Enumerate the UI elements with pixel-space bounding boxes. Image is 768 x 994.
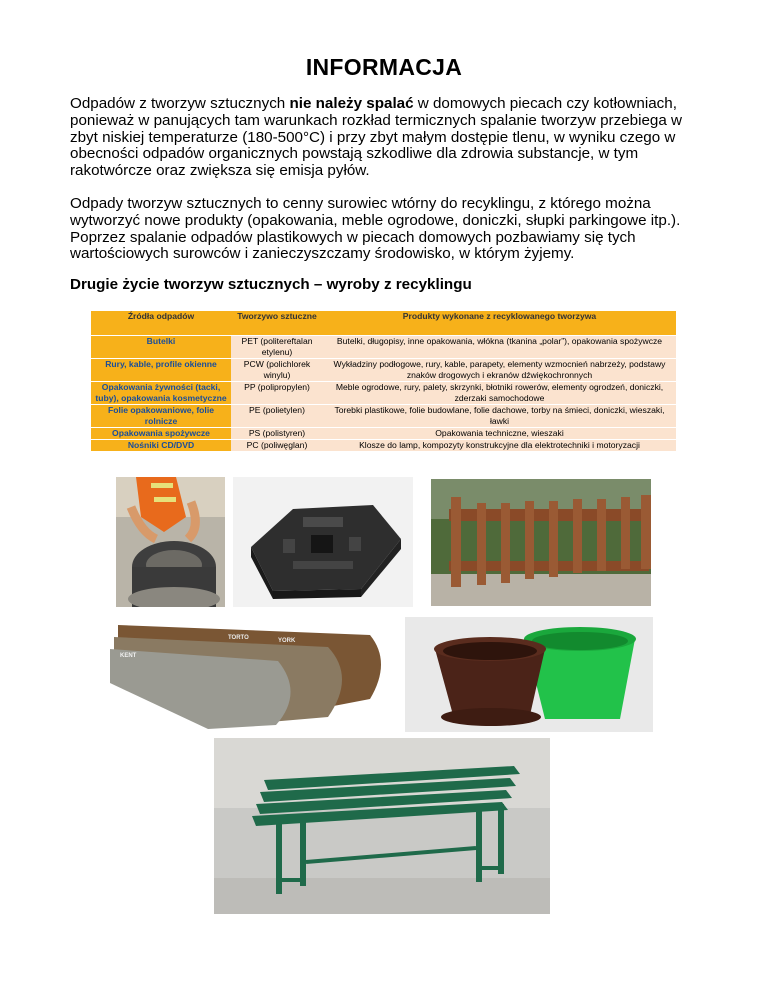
table-cell-material: PS (polistyren): [231, 428, 323, 440]
table-header-sources: Źródła odpadów: [91, 311, 231, 336]
table-row: [91, 336, 676, 359]
paragraph-text: Odpadów z tworzyw sztucznych: [70, 95, 290, 112]
planks-photo: [108, 617, 387, 732]
table-cell-products: Klosze do lamp, kompozyty konstrukcyjne dla elektrotechniki i motoryzacji: [323, 440, 676, 452]
page-title: INFORMACJA: [305, 54, 463, 80]
table-row: [91, 405, 676, 428]
table-header-products: Produkty wykonane z recyklowanego tworzywa: [323, 311, 676, 336]
fence-photo: [431, 479, 651, 606]
plank-label: KENT: [120, 653, 137, 659]
table-cell-products: Meble ogrodowe, rury, palety, skrzynki, błotniki rowerów, elementy ogrodzeń, doniczki, zderzaki samochodowe: [323, 382, 676, 405]
table-cell-source: Rury, kable, profile okienne: [91, 359, 231, 382]
table-cell-source: Opakowania żywności (tacki, tuby), opakowania kosmetyczne: [91, 382, 231, 405]
table-cell-material: PCW (polichlorek winylu): [231, 359, 323, 382]
table-cell-products: Wykładziny podłogowe, rury, kable, parapety, elementy wzmocnień nabrzeży, podstawy znaków drogowych i ekranów dźwiękochronnych: [323, 359, 676, 382]
table-row: [91, 440, 676, 452]
table-cell-source: Opakowania spożywcze: [91, 428, 231, 440]
table-row: [91, 359, 676, 382]
table-row: [91, 428, 676, 440]
plank-label: YORK: [278, 638, 296, 644]
paragraph-emphasis: nie należy spalać: [289, 95, 414, 112]
table-row: [91, 382, 676, 405]
plank-label: TORTO: [228, 635, 249, 641]
section-heading: Drugie życie tworzyw sztucznych – wyroby z recyklingu: [70, 276, 472, 293]
manhole-ring-photo: [116, 477, 225, 607]
paragraph-text: w domowych piecach czy kotłowniach, ponieważ w panujących tam warunkach rozkład termicznych spalanie tworzyw przebiega w zbyt niskiej temperaturze (180-500°C) i przy zbyt małym dostępie tlenu, w wyniku czego w obecności odpadów organicznych powstają szkodliwe dla zdrowia substancje, w tym rakotwórcze oraz zwiększa się emisja pyłów.: [70, 95, 683, 180]
table-cell-material: PC (poliwęglan): [231, 440, 323, 452]
table-cell-products: Torebki plastikowe, folie budowlane, folie dachowe, torby na śmieci, doniczki, wieszaki, ławki: [323, 405, 676, 428]
paragraph-recycling: Odpady tworzyw sztucznych to cenny surowiec wtórny do recyklingu, z którego można wytworzyć nowe produkty (opakowania, meble ogrodowe, doniczki, słupki parkingowe itp.). Poprzez spalanie odpadów plastikowych w piecach domowych pozbawiamy się tych wartościowych surowców i zanieczyszczamy środowisko, w którym żyjemy.: [70, 195, 681, 263]
table-cell-material: PE (polietylen): [231, 405, 323, 428]
paragraph-burning: [70, 96, 710, 180]
table-cell-material: PET (politereftalan etylenu): [231, 336, 323, 359]
table-cell-material: PP (polipropylen): [231, 382, 323, 405]
table-cell-source: Nośniki CD/DVD: [91, 440, 231, 452]
bench-photo: [214, 738, 550, 914]
recycling-table: [91, 311, 676, 451]
table-cell-source: Butelki: [91, 336, 231, 359]
table-cell-products: Opakowania techniczne, wieszaki: [323, 428, 676, 440]
table-header-material: Tworzywo sztuczne: [231, 311, 323, 336]
table-cell-source: Folie opakowaniowe, folie rolnicze: [91, 405, 231, 428]
flower-pots-photo: [405, 617, 653, 732]
sign-base-photo: [233, 477, 413, 607]
table-cell-products: Butelki, długopisy, inne opakowania, włókna (tkanina „polar”), opakowania spożywcze: [323, 336, 676, 359]
